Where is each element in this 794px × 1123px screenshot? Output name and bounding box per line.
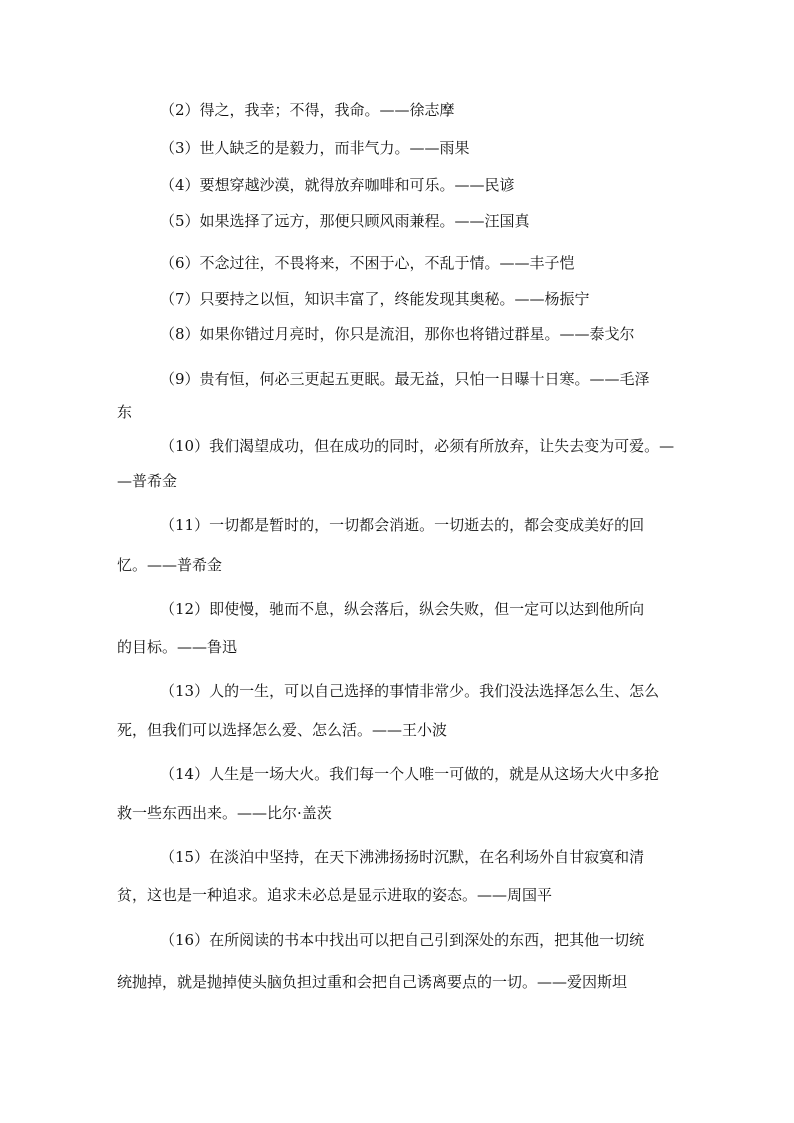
quote-9-line2: [117, 402, 132, 422]
quote-number: （11）: [160, 516, 210, 534]
quote-number: （7）: [160, 290, 200, 308]
quote-number: （5）: [160, 212, 200, 230]
quote-number: （13）: [160, 682, 210, 700]
quote-3: [160, 138, 470, 158]
quote-11-line2: [117, 555, 222, 575]
quote-text: 得之，我幸；不得，我命。——徐志摩: [199, 101, 455, 119]
quote-text-continued: 死，但我们可以选择怎么爱、怎么活。——王小波: [117, 721, 448, 739]
quote-number: （2）: [160, 101, 200, 119]
quote-text: 世人缺乏的是毅力，而非气力。——雨果: [199, 139, 470, 157]
quote-text: 在淡泊中坚持，在天下沸沸扬扬时沉默，在名利场外自甘寂寞和清: [209, 848, 645, 866]
quote-2: [160, 100, 455, 120]
quote-text: 一切都是暂时的，一切都会消逝。一切逝去的，都会变成美好的回: [209, 516, 645, 534]
quote-14-line2: [117, 803, 332, 823]
quote-text: 如果选择了远方，那便只顾风雨兼程。——汪国真: [199, 212, 530, 230]
quote-text: 要想穿越沙漠，就得放弃咖啡和可乐。——民谚: [199, 176, 515, 194]
quote-text: 在所阅读的书本中找出可以把自己引到深处的东西，把其他一切统: [209, 931, 645, 949]
quote-text-continued: 救一些东西出来。——比尔·盖茨: [117, 804, 332, 822]
quote-number: （8）: [160, 325, 200, 343]
quote-16-line2: [117, 972, 627, 992]
quote-15-line2: [117, 885, 552, 905]
quote-10-line2: [117, 471, 177, 491]
quote-number: （10）: [160, 437, 210, 455]
quote-6: [160, 253, 575, 273]
quote-12-line2: [117, 637, 237, 657]
quote-text-continued: 的目标。——鲁迅: [117, 638, 238, 656]
quote-7: [160, 289, 590, 309]
quote-text: 我们渴望成功，但在成功的同时，必须有所放弃，让失去变为可爱。—: [209, 437, 675, 455]
quote-text: 人生是一场大火。我们每一个人唯一可做的，就是从这场大火中多抢: [209, 765, 660, 783]
quote-text-continued: 统抛掉，就是抛掉使头脑负担过重和会把自己诱离要点的一切。——爱因斯坦: [117, 973, 628, 991]
quote-number: （4）: [160, 176, 200, 194]
quote-number: （16）: [160, 931, 210, 949]
quote-8: [160, 324, 635, 344]
quote-5: [160, 211, 530, 231]
quote-number: （15）: [160, 848, 210, 866]
quote-text: 即使慢，驰而不息，纵会落后，纵会失败，但一定可以达到他所向: [209, 600, 645, 618]
quote-text: 贵有恒，何必三更起五更眠。最无益，只怕一日曝十日寒。——毛泽: [199, 370, 650, 388]
quote-14-line1: [160, 764, 659, 784]
quote-13-line2: [117, 720, 447, 740]
quote-number: （12）: [160, 600, 210, 618]
quote-number: （6）: [160, 254, 200, 272]
quote-11-line1: [160, 515, 644, 535]
quote-text: 人的一生，可以自己选择的事情非常少。我们没法选择怎么生、怎么: [209, 682, 660, 700]
quote-15-line1: [160, 847, 644, 867]
quote-text-continued: 东: [117, 403, 133, 421]
quote-9-line1: [160, 369, 650, 389]
quote-number: （9）: [160, 370, 200, 388]
quote-text-continued: 贫，这也是一种追求。追求未必总是显示进取的姿态。——周国平: [117, 886, 553, 904]
quote-text: 不念过往，不畏将来，不困于心，不乱于情。——丰子恺: [199, 254, 575, 272]
quote-text-continued: 忆。——普希金: [117, 556, 223, 574]
quote-10-line1: [160, 436, 674, 456]
quote-12-line1: [160, 599, 644, 619]
quote-text: 只要持之以恒，知识丰富了，终能发现其奥秘。——杨振宁: [199, 290, 590, 308]
quote-13-line1: [160, 681, 659, 701]
quote-16-line1: [160, 930, 644, 950]
quote-number: （14）: [160, 765, 210, 783]
quote-number: （3）: [160, 139, 200, 157]
quote-text-continued: —普希金: [117, 472, 178, 490]
quote-4: [160, 175, 515, 195]
quote-text: 如果你错过月亮时，你只是流泪，那你也将错过群星。——泰戈尔: [199, 325, 635, 343]
